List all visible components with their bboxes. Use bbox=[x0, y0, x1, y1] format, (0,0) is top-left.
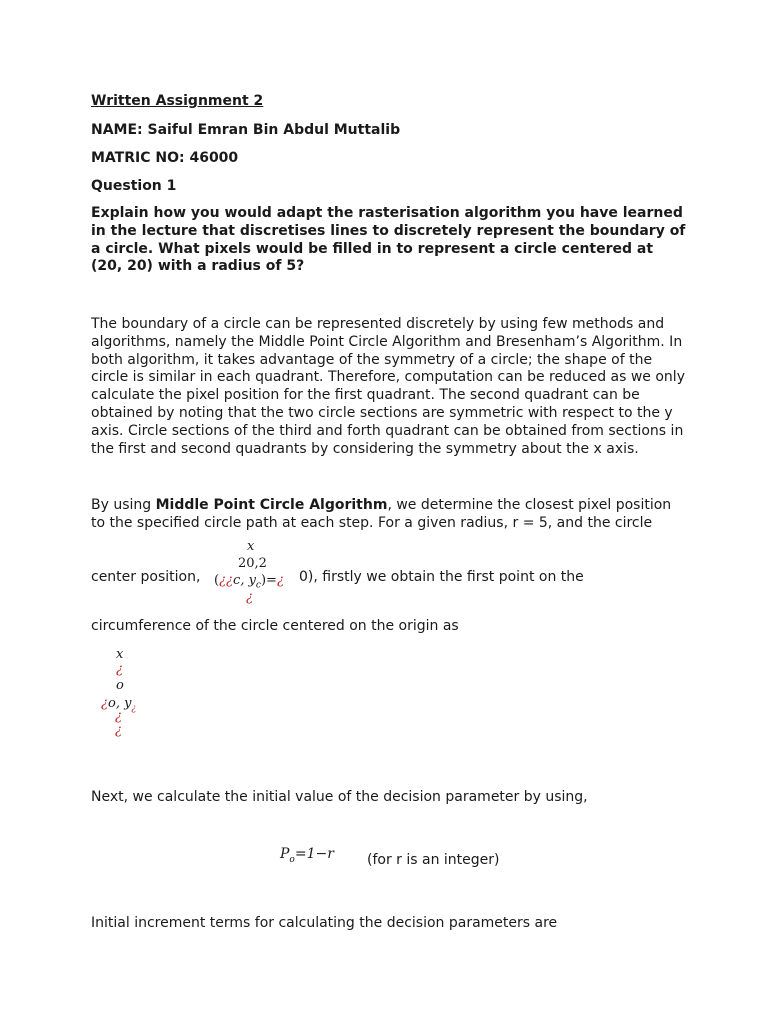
paragraph-decision: Next, we calculate the initial value of the decision parameter by using, bbox=[91, 789, 588, 805]
eq-paren: ( bbox=[214, 573, 220, 588]
text-run: , we determine the closest pixel position bbox=[387, 497, 672, 513]
paragraph-midpoint-line4: circumference of the circle centered on the origin as bbox=[91, 618, 459, 634]
formula-rest: =1−r bbox=[294, 846, 334, 862]
paragraph-line: obtained by noting that the two circle sections are symmetric with respect to the y bbox=[91, 404, 673, 421]
eq-mark: ¿ bbox=[101, 696, 108, 711]
eq-var: , y bbox=[115, 696, 132, 711]
paragraph-line: the first and second quadrants by considering the symmetry about the x axis. bbox=[91, 440, 639, 457]
formula-p: P bbox=[280, 846, 290, 862]
paragraph-line: circle is similar in each quadrant. Therefore, computation can be reduced as we only bbox=[91, 369, 685, 386]
question-line: (20, 20) with a radius of 5? bbox=[91, 258, 305, 275]
paragraph-line: The boundary of a circle can be represented discretely by using few methods and bbox=[91, 316, 665, 332]
eq-origin-mark: ¿ bbox=[115, 723, 122, 738]
paragraph-symmetry bbox=[91, 316, 685, 458]
eq-var: c bbox=[233, 573, 241, 588]
paragraph-midpoint-line1 bbox=[91, 496, 671, 514]
paragraph-line: both algorithm, it takes advantage of the symmetry of a circle; the shape of the bbox=[91, 351, 653, 368]
formula-sub: o bbox=[289, 854, 295, 865]
eq-origin-x: x bbox=[116, 647, 124, 662]
paragraph-increment: Initial increment terms for calculating the decision parameters are bbox=[91, 915, 558, 931]
paragraph-line: axis. Circle sections of the third and forth quadrant can be obtained from sections in bbox=[91, 422, 684, 439]
eq-origin-mark: ¿ bbox=[116, 662, 123, 677]
paragraph-line: algorithms, namely the Middle Point Circle Algorithm and Bresenham’s Algorithm. In bbox=[91, 333, 683, 350]
paragraph-midpoint-line3-end: 0), firstly we obtain the first point on the bbox=[299, 569, 584, 585]
student-name: NAME: Saiful Emran Bin Abdul Muttalib bbox=[91, 122, 401, 138]
eq-sub: c bbox=[255, 580, 261, 591]
assignment-title: Written Assignment 2 bbox=[91, 93, 264, 109]
question-line: in the lecture that discretises lines to discretely represent the boundary of bbox=[91, 222, 686, 239]
text-run: By using bbox=[91, 497, 156, 513]
eq-origin-mark: ¿ bbox=[115, 709, 122, 724]
matric-number: MATRIC NO: 46000 bbox=[91, 150, 239, 166]
eq-mark: ¿¿ bbox=[219, 573, 234, 588]
eq-center-value: 20,2 bbox=[238, 556, 267, 571]
paragraph-line: calculate the pixel position for the first quadrant. The second quadrant can be bbox=[91, 387, 640, 404]
decision-formula bbox=[280, 847, 334, 867]
eq-origin-o: o bbox=[116, 678, 124, 693]
eq-mark: ¿ bbox=[276, 573, 284, 588]
question-line: a circle. What pixels would be filled in to represent a circle centered at bbox=[91, 240, 654, 257]
eq-var: , y bbox=[240, 573, 256, 588]
paragraph-midpoint-line2: to the specified circle path at each step. For a given radius, r = 5, and the circle bbox=[91, 515, 653, 531]
question-label: Question 1 bbox=[91, 178, 177, 194]
question-line: Explain how you would adapt the rasterisation algorithm you have learned bbox=[91, 205, 683, 221]
eq-center-mark-below: ¿ bbox=[246, 590, 253, 605]
eq-op: )= bbox=[260, 573, 277, 588]
question-text bbox=[91, 205, 685, 276]
eq-sub: ¿ bbox=[131, 703, 137, 714]
formula-note: (for r is an integer) bbox=[367, 852, 500, 868]
paragraph-midpoint-line3-start: center position, bbox=[91, 569, 201, 585]
eq-var: o bbox=[107, 696, 116, 711]
algorithm-name: Middle Point Circle Algorithm bbox=[155, 497, 388, 513]
eq-center-x: x bbox=[247, 539, 255, 554]
